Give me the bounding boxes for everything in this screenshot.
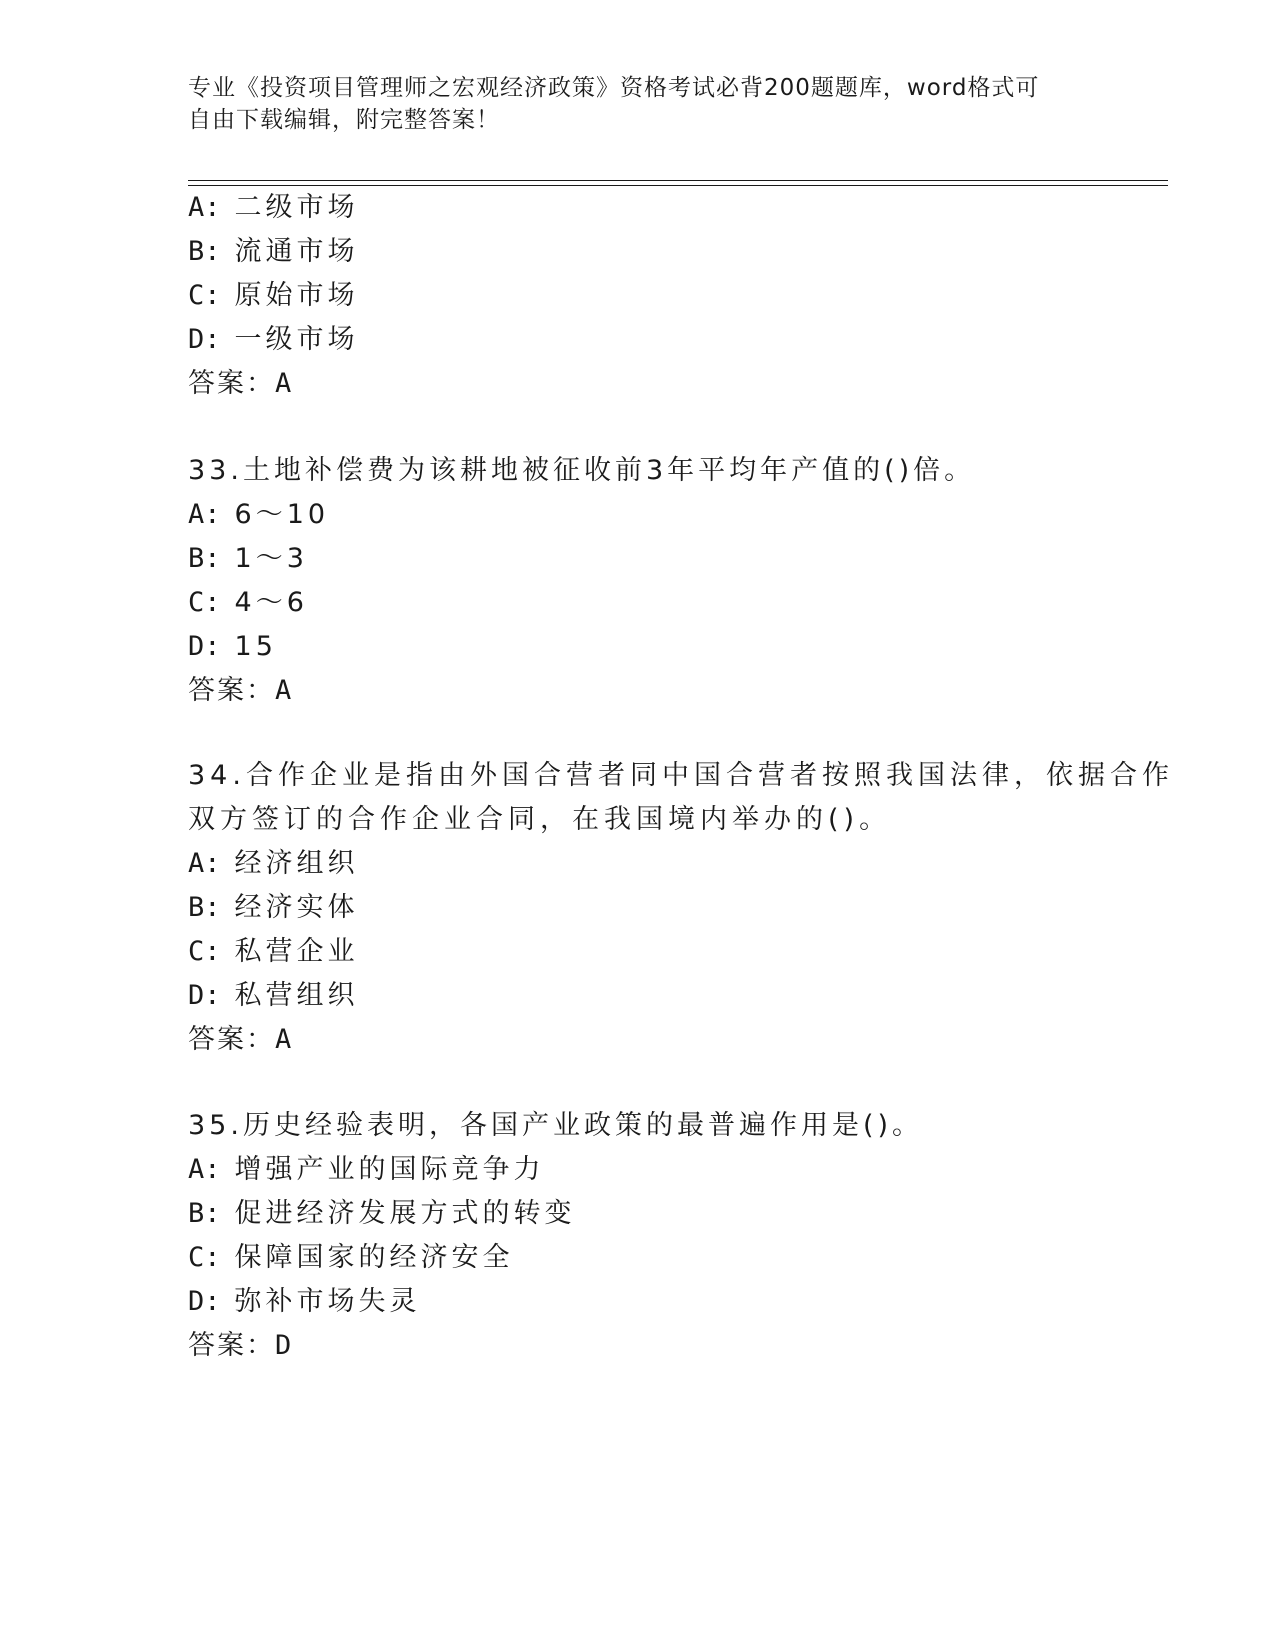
answer-value: D (275, 1330, 292, 1361)
option-text: 弥补市场失灵 (234, 1286, 421, 1317)
answer-line (188, 1328, 291, 1364)
option-text: 1～3 (234, 543, 308, 574)
option-text: 二级市场 (234, 192, 359, 223)
option-text: 原始市场 (234, 280, 359, 311)
question-33-stem: 33.土地补偿费为该耕地被征收前3年平均年产值的()倍。 (188, 455, 976, 486)
option-text: 经济组织 (234, 848, 359, 879)
option-c (188, 1240, 514, 1276)
option-key: B: (188, 543, 221, 574)
option-key: D: (188, 324, 221, 355)
question-35-stem: 35.历史经验表明，各国产业政策的最普遍作用是()。 (188, 1110, 924, 1141)
option-text: 保障国家的经济安全 (234, 1242, 514, 1273)
answer-label: 答案： (188, 1330, 275, 1361)
option-key: B: (188, 1198, 221, 1229)
option-text: 促进经济发展方式的转变 (234, 1198, 576, 1229)
header-divider-bottom (188, 185, 1168, 186)
option-text: 6～10 (234, 499, 330, 530)
option-text: 一级市场 (234, 324, 359, 355)
option-text: 增强产业的国际竞争力 (234, 1154, 545, 1185)
option-key: D: (188, 980, 221, 1011)
option-a (188, 846, 359, 882)
option-key: B: (188, 892, 221, 923)
option-key: C: (188, 587, 221, 618)
option-a (188, 1152, 545, 1188)
header-line-1: 专业《投资项目管理师之宏观经济政策》资格考试必背200题题库，word格式可 (188, 75, 1040, 101)
option-key: B: (188, 236, 221, 267)
option-d (188, 1284, 421, 1320)
option-text: 私营企业 (234, 936, 359, 967)
question-34-stem-line-2: 双方签订的合作企业合同，在我国境内举办的()。 (188, 804, 892, 835)
option-key: D: (188, 631, 221, 662)
answer-label: 答案： (188, 675, 275, 706)
option-c (188, 934, 359, 970)
option-d (188, 322, 359, 358)
answer-value: A (275, 675, 292, 706)
answer-value: A (275, 368, 292, 399)
answer-label: 答案： (188, 1024, 275, 1055)
header-divider-top (188, 180, 1168, 181)
option-text: 4～6 (234, 587, 308, 618)
option-c (188, 278, 359, 314)
option-a (188, 190, 359, 226)
option-b (188, 1196, 576, 1232)
option-d (188, 629, 277, 665)
option-c (188, 585, 308, 621)
answer-line (188, 673, 291, 709)
option-key: D: (188, 1286, 221, 1317)
answer-label: 答案： (188, 368, 275, 399)
answer-value: A (275, 1024, 292, 1055)
option-key: A: (188, 192, 221, 223)
option-key: C: (188, 936, 221, 967)
option-key: A: (188, 1154, 221, 1185)
option-text: 15 (234, 631, 277, 662)
option-text: 私营组织 (234, 980, 359, 1011)
option-key: C: (188, 1242, 221, 1273)
option-b (188, 890, 359, 926)
option-key: C: (188, 280, 221, 311)
option-d (188, 978, 359, 1014)
option-b (188, 234, 359, 270)
option-text: 经济实体 (234, 892, 359, 923)
header-line-2: 自由下载编辑，附完整答案！ (188, 107, 500, 133)
option-key: A: (188, 848, 221, 879)
document-header (188, 72, 1068, 136)
option-b (188, 541, 308, 577)
option-text: 流通市场 (234, 236, 359, 267)
question-34-stem-line-1: 34.合作企业是指由外国合营者同中国合营者按照我国法律，依据合作 (188, 760, 1174, 791)
option-key: A: (188, 499, 221, 530)
option-a (188, 497, 329, 533)
answer-line (188, 1022, 291, 1058)
answer-line (188, 366, 291, 402)
